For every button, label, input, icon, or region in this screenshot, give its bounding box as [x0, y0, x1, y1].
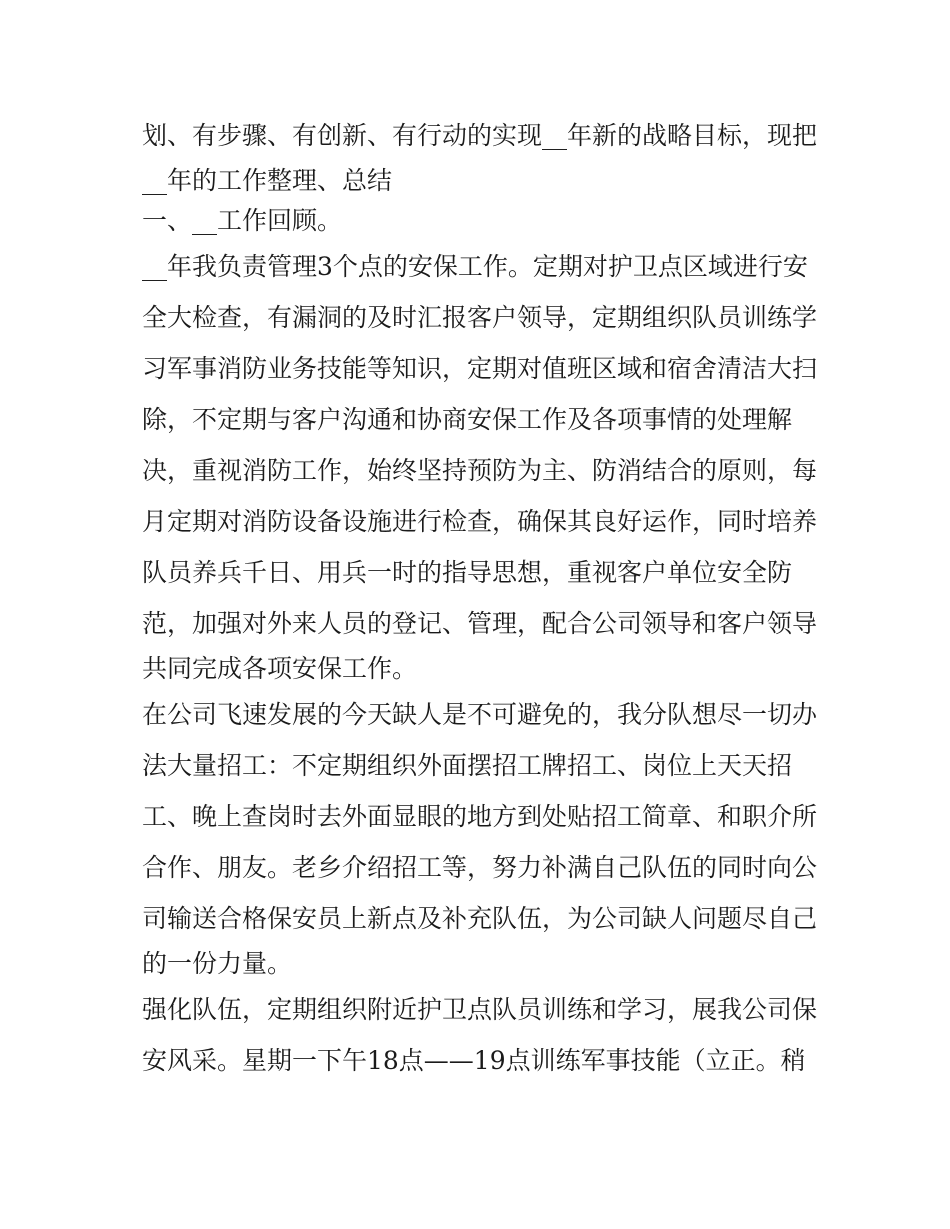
- text-line: 安风采。星期一下午18点——19点训练军事技能（立正。稍: [142, 1046, 806, 1075]
- text-line: 队员养兵千日、用兵一时的指导思想，重视客户单位安全防: [142, 558, 793, 587]
- text-line: 合作、朋友。老乡介绍招工等，努力补满自己队伍的同时向公: [142, 853, 818, 882]
- text-line: 除，不定期与客户沟通和协商安保工作及各项事情的处理解: [142, 405, 793, 434]
- text-line: 共同完成各项安保工作。: [142, 654, 418, 683]
- text-line: 的一份力量。: [142, 949, 293, 978]
- text-line: __年的工作整理、总结: [142, 166, 393, 195]
- text-line: 法大量招工：不定期组织外面摆招工牌招工、岗位上天天招: [142, 751, 793, 780]
- text-line: 月定期对消防设备设施进行检查，确保其良好运作，同时培养: [142, 507, 818, 536]
- text-line: __年我负责管理3个点的安保工作。定期对护卫点区域进行安: [142, 252, 808, 281]
- text-line: 决，重视消防工作，始终坚持预防为主、防消结合的原则，每: [142, 456, 818, 485]
- text-line: 划、有步骤、有创新、有行动的实现__年新的战略目标，现把: [142, 121, 818, 150]
- text-line: 全大检查，有漏洞的及时汇报客户领导，定期组织队员训练学: [142, 303, 818, 332]
- text-line: 习军事消防业务技能等知识，定期对值班区域和宿舍清洁大扫: [142, 354, 818, 383]
- text-line: 司输送合格保安员上新点及补充队伍，为公司缺人问题尽自己: [142, 904, 818, 933]
- text-line: 工、晚上查岗时去外面显眼的地方到处贴招工简章、和职介所: [142, 802, 818, 831]
- document-body: [142, 110, 818, 1086]
- text-line: 强化队伍，定期组织附近护卫点队员训练和学习，展我公司保: [142, 995, 818, 1024]
- section-heading: 一、__工作回顾。: [142, 206, 343, 235]
- text-line: 在公司飞速发展的今天缺人是不可避免的，我分队想尽一切办: [142, 700, 818, 729]
- text-line: 范，加强对外来人员的登记、管理，配合公司领导和客户领导: [142, 609, 818, 638]
